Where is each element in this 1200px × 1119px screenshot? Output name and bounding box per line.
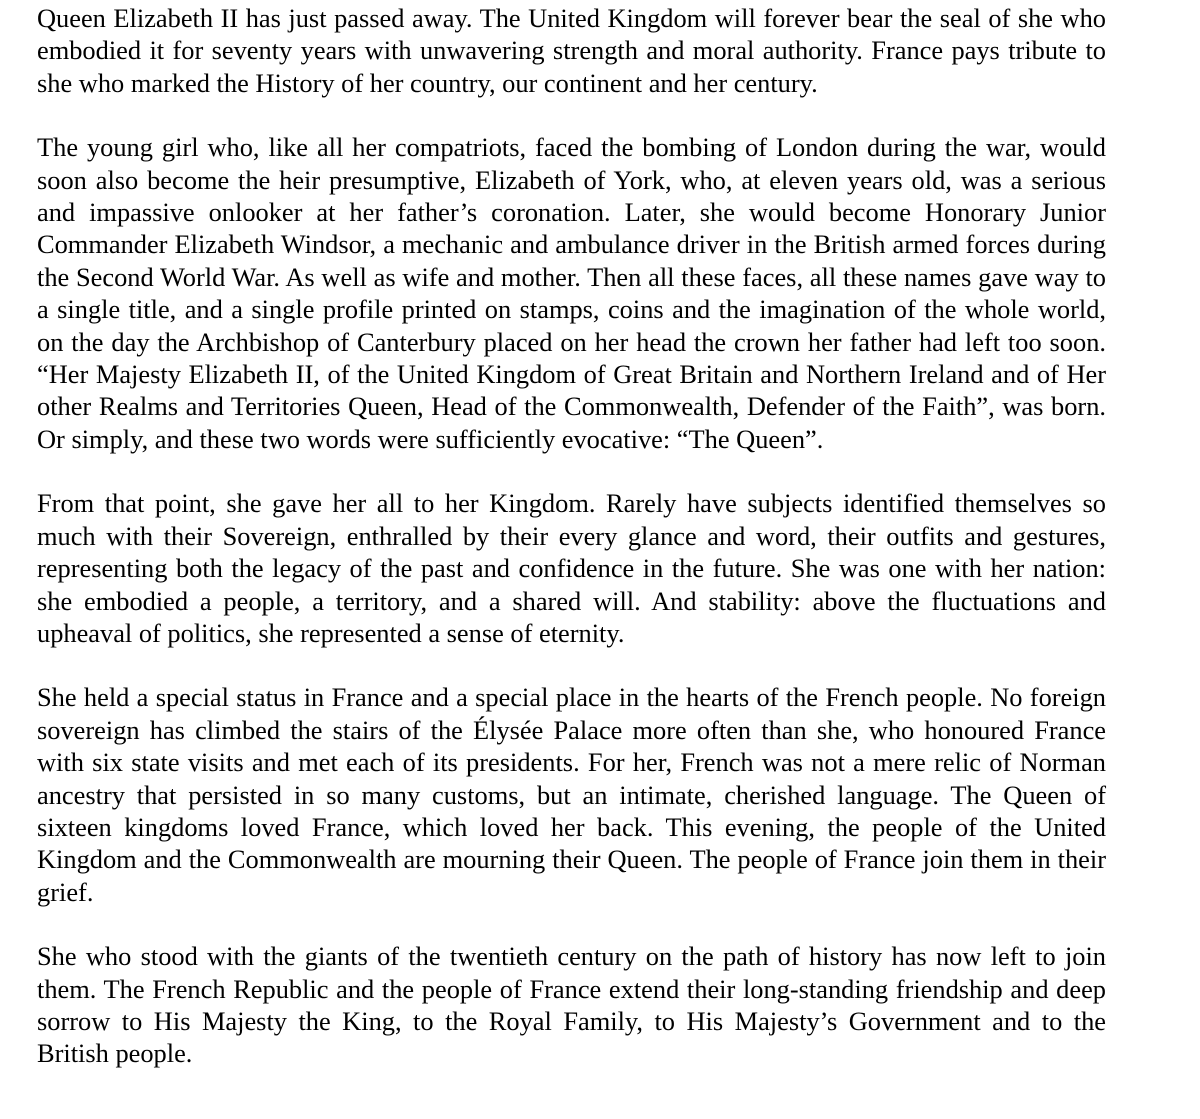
statement-document [37,2,1106,1070]
paragraph-tribute-intro: Queen Elizabeth II has just passed away. The United Kingdom will forever bear the seal of she who embodied it for seventy years with unwavering strength and moral authority. France pays tribute to she who marked the History of her country, our continent and her century. [37,3,1106,98]
paragraph-reign: From that point, she gave her all to her Kingdom. Rarely have subjects identified themselves so much with their Sovereign, enthralled by their every glance and word, their outfits and gestures, representing both the legacy of the past and confidence in the future. She was one with her nation: she embodied a people, a territory, and a shared will. And stability: above the fluctuations and upheaval of politics, she represented a sense of eternity. [37,488,1106,648]
paragraph-early-life: The young girl who, like all her compatriots, faced the bombing of London during the war, would soon also become the heir presumptive, Elizabeth of York, who, at eleven years old, was a serious and impassive onlooker at her father’s coronation. Later, she would become Honorary Junior Commander Elizabeth Windsor, a mechanic and ambulance driver in the British armed forces during the Second World War. As well as wife and mother. Then all these faces, all these names gave way to a single title, and a single profile printed on stamps, coins and the imagination of the whole world, on the day the Archbishop of Canterbury placed on her head the crown her father had left too soon. “Her Majesty Elizabeth II, of the United Kingdom of Great Britain and Northern Ireland and of Her other Realms and Territories Queen, Head of the Commonwealth, Defender of the Faith”, was born. Or simply, and these two words were sufficiently evocative: “The Queen”. [37,132,1106,454]
paragraph-condolences: She who stood with the giants of the twentieth century on the path of history has now left to join them. The French Republic and the people of France extend their long-standing friendship and deep sorrow to His Majesty the King, to the Royal Family, to His Majesty’s Government and to the British people. [37,941,1106,1069]
paragraph-france-relationship: She held a special status in France and a special place in the hearts of the French people. No foreign sovereign has climbed the stairs of the Élysée Palace more often than she, who honoured France with six state visits and met each of its presidents. For her, French was not a mere relic of Norman ancestry that persisted in so many customs, but an intimate, cherished language. The Queen of sixteen kingdoms loved France, which loved her back. This evening, the people of the United Kingdom and the Commonwealth are mourning their Queen. The people of France join them in their grief. [37,682,1106,907]
